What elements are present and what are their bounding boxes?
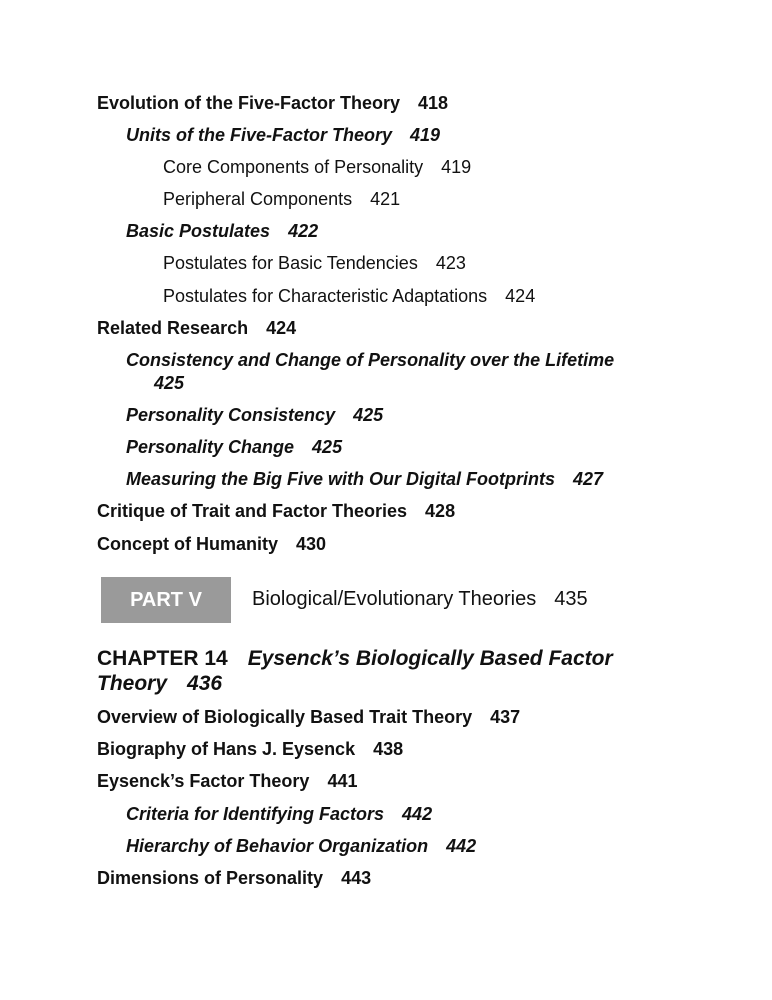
entry-title: Basic Postulates bbox=[126, 221, 271, 241]
entry-title: Criteria for Identifying Factors bbox=[126, 804, 385, 824]
toc-entry bbox=[126, 406, 383, 424]
part-label-box bbox=[101, 577, 231, 623]
entry-page: 438 bbox=[373, 739, 404, 759]
entry-page: 425 bbox=[353, 405, 384, 425]
toc-entry bbox=[97, 535, 326, 553]
entry-page: 418 bbox=[418, 93, 449, 113]
toc-entry bbox=[163, 158, 471, 176]
entry-title: Hierarchy of Behavior Organization bbox=[126, 836, 429, 856]
toc-entry bbox=[163, 254, 466, 272]
entry-title: Postulates for Basic Tendencies bbox=[163, 253, 418, 273]
entry-page: 425 bbox=[312, 437, 343, 457]
chapter-heading bbox=[97, 646, 697, 696]
entry-page: 441 bbox=[327, 771, 358, 791]
part-title: Biological/Evolutionary Theories bbox=[252, 588, 537, 610]
entry-page: 425 bbox=[154, 373, 185, 393]
entry-page: 421 bbox=[370, 189, 401, 209]
toc-entry bbox=[126, 222, 318, 240]
chapter-label: CHAPTER 14 bbox=[97, 647, 228, 670]
toc-entry bbox=[126, 126, 440, 144]
entry-title: Consistency and Change of Personality over the Lifetime bbox=[126, 350, 615, 370]
entry-title: Personality Change bbox=[126, 437, 295, 457]
toc-entry bbox=[97, 94, 448, 112]
entry-title: Overview of Biologically Based Trait Theory bbox=[97, 707, 473, 727]
entry-title: Units of the Five-Factor Theory bbox=[126, 125, 393, 145]
toc-entry bbox=[163, 287, 535, 305]
toc-entry bbox=[126, 470, 603, 488]
entry-page: 443 bbox=[341, 868, 372, 888]
toc-entry bbox=[126, 805, 432, 823]
toc-entry bbox=[163, 190, 400, 208]
toc-entry bbox=[97, 740, 403, 758]
toc-entry bbox=[126, 438, 342, 456]
chapter-page: 436 bbox=[187, 672, 223, 695]
toc-entry bbox=[97, 708, 520, 726]
entry-page: 437 bbox=[490, 707, 521, 727]
toc-entry bbox=[97, 319, 296, 337]
entry-page: 423 bbox=[435, 253, 466, 273]
entry-page: 427 bbox=[573, 469, 604, 489]
entry-page: 424 bbox=[266, 318, 297, 338]
toc-entry bbox=[97, 869, 371, 887]
entry-page: 442 bbox=[402, 804, 433, 824]
entry-page: 419 bbox=[441, 157, 472, 177]
entry-page: 430 bbox=[296, 534, 327, 554]
entry-title: Personality Consistency bbox=[126, 405, 336, 425]
part-label: PART V bbox=[130, 589, 202, 611]
entry-title: Concept of Humanity bbox=[97, 534, 279, 554]
toc-entry bbox=[97, 502, 455, 520]
entry-page: 424 bbox=[505, 286, 536, 306]
entry-title: Related Research bbox=[97, 318, 249, 338]
entry-title: Dimensions of Personality bbox=[97, 868, 324, 888]
entry-page: 422 bbox=[288, 221, 319, 241]
entry-page: 428 bbox=[425, 501, 456, 521]
part-page: 435 bbox=[554, 588, 588, 610]
part-heading bbox=[252, 589, 588, 609]
toc-entry bbox=[97, 772, 357, 790]
entry-title: Peripheral Components bbox=[163, 189, 353, 209]
entry-title: Core Components of Personality bbox=[163, 157, 424, 177]
entry-title: Eysenck’s Factor Theory bbox=[97, 771, 310, 791]
entry-title: Biography of Hans J. Eysenck bbox=[97, 739, 356, 759]
toc-entry bbox=[126, 837, 476, 855]
toc-entry bbox=[126, 349, 686, 395]
entry-title: Postulates for Characteristic Adaptations bbox=[163, 286, 488, 306]
entry-title: Measuring the Big Five with Our Digital Footprints bbox=[126, 469, 556, 489]
chapter-title: Eysenck’s Biologically Based Factor Theory bbox=[97, 647, 613, 695]
entry-title: Critique of Trait and Factor Theories bbox=[97, 501, 408, 521]
entry-title: Evolution of the Five-Factor Theory bbox=[97, 93, 401, 113]
entry-page: 419 bbox=[410, 125, 441, 145]
entry-page: 442 bbox=[446, 836, 477, 856]
